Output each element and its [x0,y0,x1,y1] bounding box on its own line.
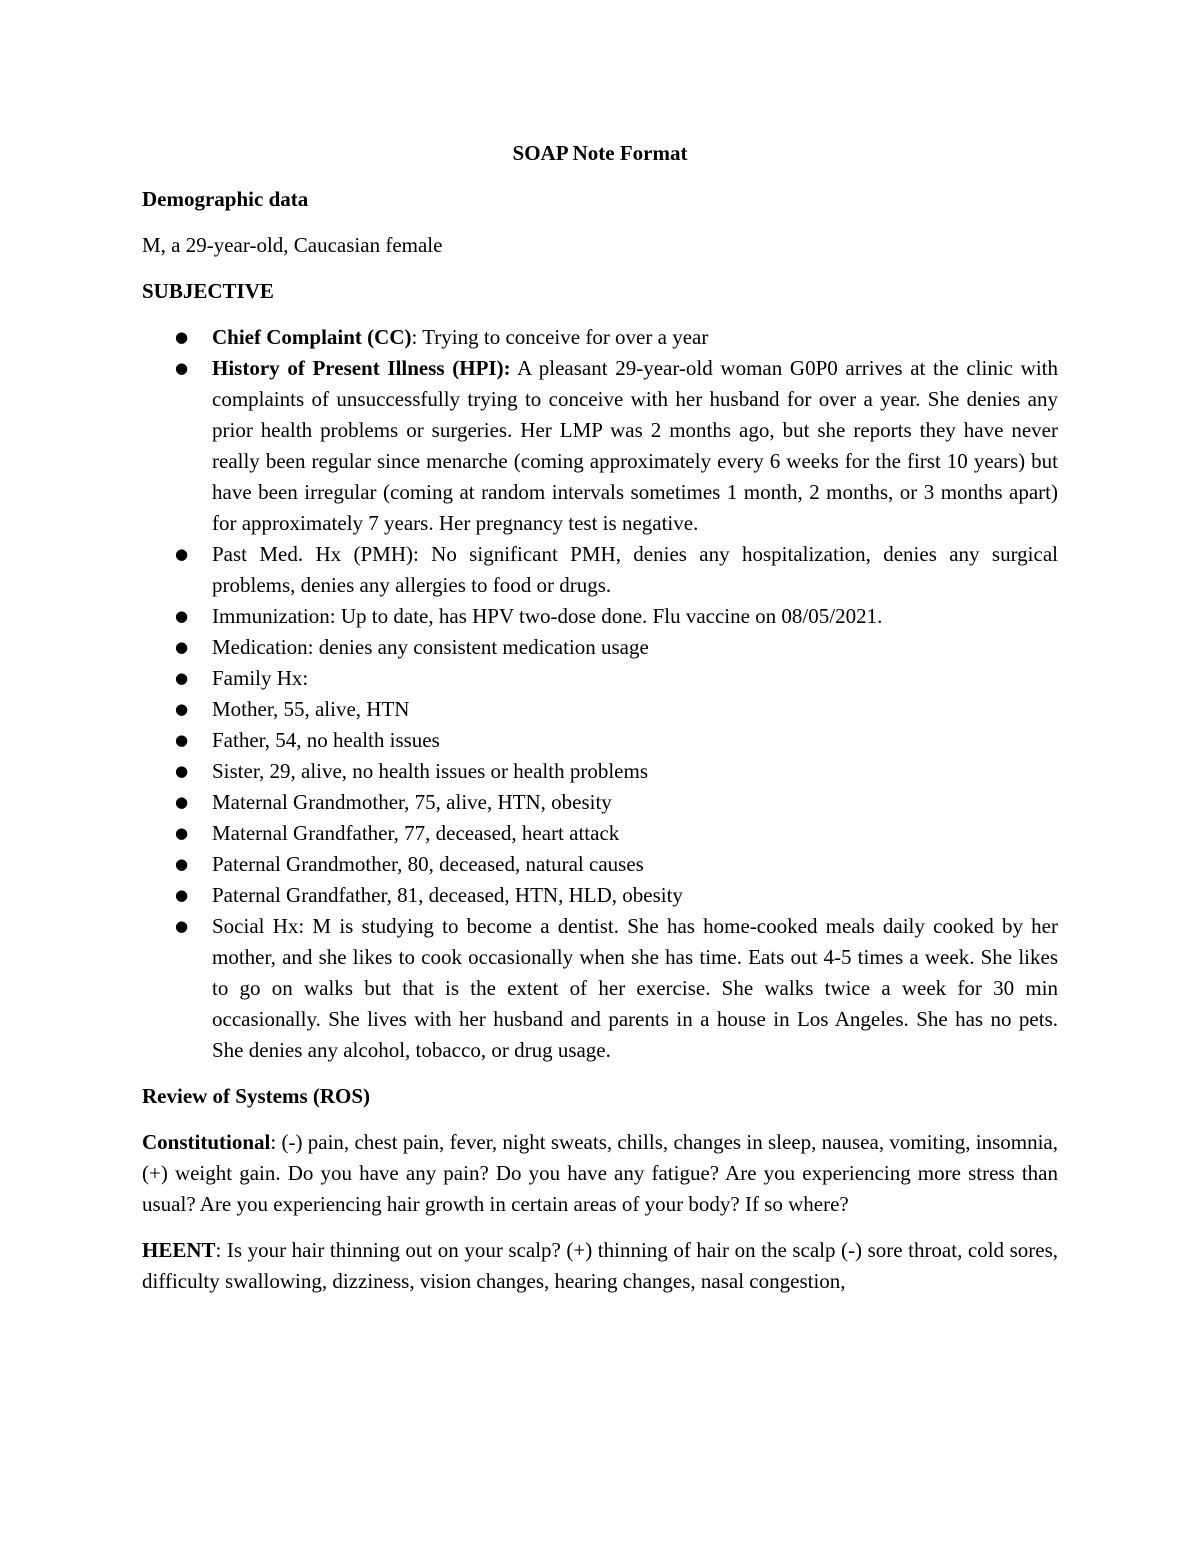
item-label: Chief Complaint (CC) [212,325,412,349]
constitutional-label: Constitutional [142,1130,271,1154]
item-text: Maternal Grandmother, 75, alive, HTN, obesity [212,790,612,814]
ros-heading: Review of Systems (ROS) [142,1084,371,1108]
item-text: Immunization: Up to date, has HPV two-dose done. Flu vaccine on 08/05/2021. [212,604,883,628]
demographic-heading: Demographic data [142,187,309,211]
bullet-icon: ● [175,359,189,377]
bullet-icon: ● [175,328,189,346]
document-title: SOAP Note Format [512,141,688,165]
list-item-mother [142,694,1058,725]
list-item-father [142,725,1058,756]
item-text: Father, 54, no health issues [212,728,440,752]
bullet-icon: ● [175,762,189,780]
item-text: Family Hx: [212,666,309,690]
item-text: Maternal Grandfather, 77, deceased, heart attack [212,821,620,845]
list-item-medication [142,632,1058,663]
item-text: Paternal Grandfather, 81, deceased, HTN, HLD, obesity [212,883,683,907]
list-item-immunization [142,601,1058,632]
bullet-icon: ● [175,607,189,625]
list-item-chief-complaint [142,322,1058,353]
bullet-icon: ● [175,855,189,873]
item-text: : Trying to conceive for over a year [411,325,709,349]
list-item-social-hx [142,911,1058,1066]
item-label: History of Present Illness (HPI): [212,356,511,380]
bullet-icon: ● [175,886,189,904]
bullet-icon: ● [175,638,189,656]
item-text: Mother, 55, alive, HTN [212,697,410,721]
item-text: Social Hx: M is studying to become a dentist. She has home-cooked meals daily cooked by her mother, and she likes to cook occasionally when she has time. Eats out 4-5 times a week. She likes to go on walks but that is the extent of her exercise. She walks twice a week for 30 min occasionally. She lives with her husband and parents in a house in Los Angeles. She has no pets. She denies any alcohol, tobacco, or drug usage. [212,914,1058,1062]
list-item-maternal-grandmother [142,787,1058,818]
list-item-maternal-grandfather [142,818,1058,849]
demographic-text: M, a 29-year-old, Caucasian female [142,233,443,257]
list-item-pmh [142,539,1058,601]
bullet-icon: ● [175,731,189,749]
ros-heent [142,1235,1058,1297]
bullet-icon: ● [175,700,189,718]
subjective-heading: SUBJECTIVE [142,279,274,303]
item-text: Medication: denies any consistent medication usage [212,635,649,659]
list-item-sister [142,756,1058,787]
bullet-icon: ● [175,824,189,842]
bullet-icon: ● [175,917,189,935]
item-text: Past Med. Hx (PMH): No significant PMH, denies any hospitalization, denies any surgical problems, denies any allergies to food or drugs. [212,542,1058,597]
constitutional-text: : (-) pain, chest pain, fever, night sweats, chills, changes in sleep, nausea, vomiting, insomnia, (+) weight gain. Do you have any pain? Do you have any fatigue? Are you experiencing more stress than usual? Are you experiencing hair growth in certain areas of your body? If so where? [142,1130,1058,1216]
item-text: Sister, 29, alive, no health issues or health problems [212,759,648,783]
list-item-family-hx [142,663,1058,694]
list-item-paternal-grandmother [142,849,1058,880]
item-text: A pleasant 29-year-old woman G0P0 arrives at the clinic with complaints of unsuccessfully trying to conceive with her husband for over a year. She denies any prior health problems or surgeries. Her LMP was 2 months ago, but she reports they have never really been regular since menarche (coming approximately every 6 weeks for the first 10 years) but have been irregular (coming at random intervals sometimes 1 month, 2 months, or 3 months apart) for approximately 7 years. Her pregnancy test is negative. [212,356,1059,535]
bullet-icon: ● [175,793,189,811]
list-item-hpi [142,353,1058,539]
bullet-icon: ● [175,669,189,687]
heent-text: : Is your hair thinning out on your scalp? (+) thinning of hair on the scalp (-) sore throat, cold sores, difficulty swallowing, dizziness, vision changes, hearing changes, nasal congestion, [142,1238,1058,1293]
bullet-icon: ● [175,545,189,563]
subjective-list [142,322,1058,1066]
heent-label: HEENT [142,1238,216,1262]
list-item-paternal-grandfather [142,880,1058,911]
document-page [142,138,1058,1312]
ros-constitutional [142,1127,1058,1220]
item-text: Paternal Grandmother, 80, deceased, natural causes [212,852,644,876]
